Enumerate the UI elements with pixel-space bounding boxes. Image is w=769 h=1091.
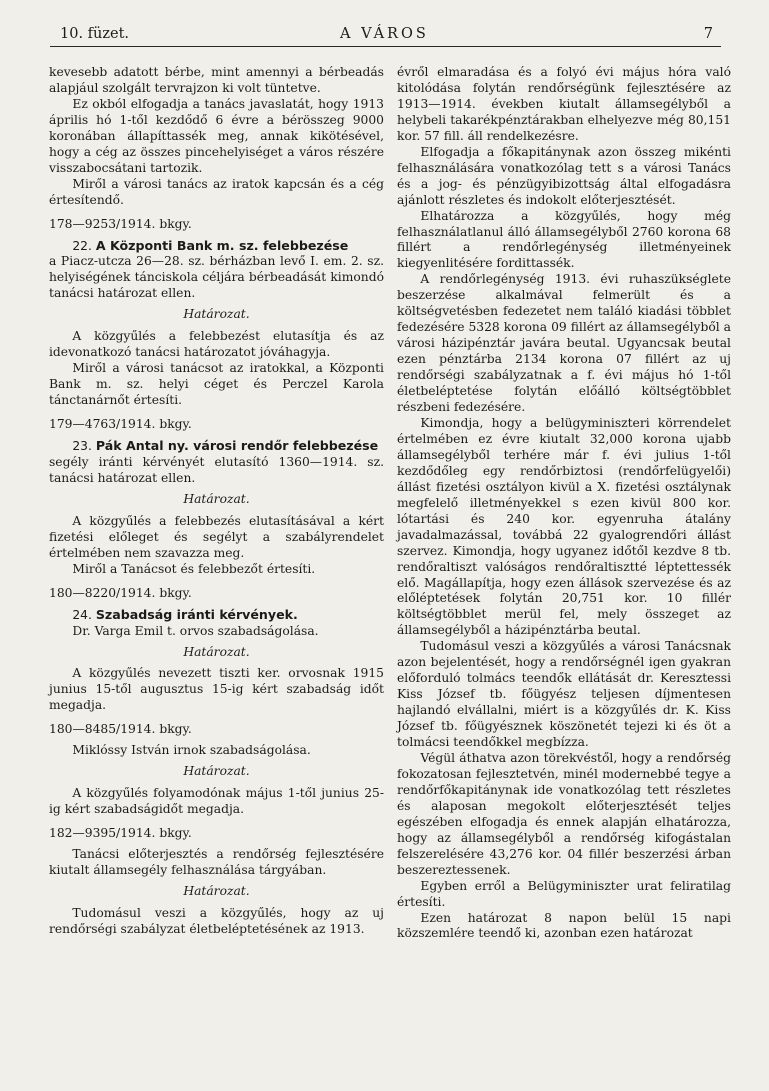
paragraph: segély iránti kérvényét elutasító 1360—1914. sz. tanácsi határozat ellen.: [49, 454, 384, 485]
resolution-label: Határozat.: [183, 764, 250, 779]
page-number: 7: [703, 26, 713, 42]
paragraph: Egyben erről a Belügyminiszter urat feliratilag értesíti.: [397, 878, 731, 909]
right-column: [397, 65, 731, 942]
paragraph: Miről a városi tanácsot az iratokkal, a Központi Bank m. sz. helyi céget és Perczel Karola tánctanárnőt értesíti.: [49, 361, 384, 408]
page-header: [50, 26, 721, 47]
paragraph: Miről a Tanácsot és felebbezőt értesíti.: [72, 561, 316, 576]
left-column: [49, 65, 384, 938]
paragraph: kevesebb adatott bérbe, mint amennyi a bérbeadás alapjául szolgált tervrajzon ki volt tüntetve.: [49, 65, 384, 95]
paragraph: Tudomásul veszi a közgyűlés a városi Tanácsnak azon bejelentését, hogy a rendőrségnél igen gyakran előforduló tolmács teendők ellátását dr. Keresztessi Kiss József tb. főügyész teljesen díjmentesen hajlandó elvállalni, miért is a közgyűlés dr. K. Kiss József tb. főügyésznek köszönetét tejezi ki és öt a tolmácsi teendőkkel megbízza.: [397, 639, 731, 750]
reference-number: 182—9395/1914. bkgy.: [49, 826, 192, 841]
section-number: 24.: [72, 607, 92, 622]
paragraph: Tanácsi előterjesztés a rendőrség fejlesztésére kiutalt államsegély felhasználása tárgyában.: [49, 847, 384, 877]
resolution-label: Határozat.: [183, 644, 250, 659]
paragraph: Kimondja, hogy a belügyminiszteri körrendelet értelmében ez évre kiutalt 32,000 korona ujabb államsegélyből terhére már f. évi julius 1-től kezdődőleg egy rendőrbiztosi (rendőrfelügyelői) állást fizetési osztályon kivül a X. fizetési osztálynak megfelelő illetményekkel s ezen kivül 800 kor. lótartási és 240 kor. egyenruha átalány javadalmazással, továbbá 22 gyalogrendőri állást szervez. Kimondja, hogy ugyanez időtől kezdve 8 tb. rendőraltiszt valóságos rendőraltisztté léptettessék elő. Magállapítja, hogy ezen állások szervezése és az előléptetések folytán 20,751 kor. 10 fillér költségtöbblet merül fel, mely összeget az államsegélyből a házipénztárba beutal.: [397, 415, 731, 638]
paragraph: A közgyűlés a felebbezés elutasításával a kért fizetési előleget és segélyt a szabályrendelet értelmében nem szavazza meg.: [49, 513, 384, 560]
reference-number: 179—4763/1914. bkgy.: [49, 417, 192, 432]
reference-number: 180—8220/1914. bkgy.: [49, 585, 192, 600]
paragraph: Dr. Varga Emil t. orvos szabadságolása.: [72, 623, 319, 638]
paragraph: a Piacz-utcza 26—28. sz. bérházban levő I. em. 2. sz. helyiségének tánciskola céljára bérbeadását kimondó tanácsi határozat ellen.: [49, 254, 384, 301]
paragraph: Elfogadja a főkapitánynak azon összeg mikénti felhasználására vonatkozólag tett s a városi Tanács és a jog- és pénzügyibizottság által elfogadásra ajánlott részletes és indokolt előterjesztését.: [397, 144, 731, 207]
section-number: 22.: [72, 238, 92, 253]
paragraph: A közgyűlés nevezett tiszti ker. orvosnak 1915 junius 15-től augusztus 15-ig kért szabadság időt megadja.: [49, 666, 384, 713]
paragraph: évről elmaradása és a folyó évi május hóra való kitolódása folytán rendőrségünk fejlesztésére az 1913—1914. években kiutalt államsegélyből a helybeli takarékpénztárakban elhelyezve még 80,151 kor. 57 fill. áll rendelkezésre.: [397, 65, 731, 143]
journal-title: A VÁROS: [340, 26, 429, 42]
resolution-label: Határozat.: [183, 883, 250, 898]
resolution-label: Határozat.: [183, 491, 250, 506]
paragraph: Ez okból elfogadja a tanács javaslatát, hogy 1913 április hó 1-től kezdődő 6 évre a bérösszeg 9000 koronában állapíttassék meg, annak kikötésével, hogy a cég az összes pincehelyiséget a város részére visszabocsátani tartozik.: [49, 96, 384, 175]
paragraph: A közgyűlés folyamodónak május 1-től junius 25-ig kért szabadságidőt megadja.: [49, 786, 384, 817]
section-heading-23: [49, 438, 384, 455]
paragraph: Elhatározza a közgyűlés, hogy még felhasználatlanul álló államsegélyből 2760 korona 68 fillért a rendőrlegénység illetményeinek kiegyenlitésére fordittassék.: [397, 208, 731, 271]
paragraph: Miklóssy István irnok szabadságolása.: [72, 743, 311, 758]
paragraph: Ezen határozat 8 napon belül 15 napi közszemlére teendő ki, azonban ezen határozat: [397, 910, 731, 941]
section-heading-24: [49, 607, 384, 624]
reference-number: 180—8485/1914. bkgy.: [49, 722, 192, 737]
paragraph: Végül áthatva azon törekvéstől, hogy a rendőrség fokozatosan fejlesztetvén, minél modernebbé tegye a rendőrfőkapitánynak ide vonatkozólag tett részletes és alaposan megokolt előterjesztését teljes egészében elfogadja és ennek alapján elhatározza, hogy az államsegélyből a rendőrség kifogástalan felszerelésére 43,276 kor. 04 fillér beszerzési árban beszereztessenek.: [397, 750, 731, 877]
section-heading-22: [49, 238, 384, 255]
resolution-label: Határozat.: [183, 307, 250, 322]
paragraph: A közgyűlés a felebbezést elutasítja és az idevonatkozó tanácsi határozatot jóváhagyja.: [49, 329, 384, 360]
section-title: Szabadság iránti kérvények.: [95, 606, 298, 622]
section-title: Pák Antal ny. városi rendőr felebbezése: [95, 438, 379, 454]
paragraph: A rendőrlegénység 1913. évi ruhaszükséglete beszerzése alkalmával felmerült és a költségvetésben fedezetet nem találó kiadási többlet fedezésére 5328 korona 09 fillért az államsegélyből a városi házipénztár javára beutal. Ugyancsak beutal ezen pénztárba 2134 korona 07 fillért az uj rendőrségi szabályzatnak a f. évi május hó 1-től életbeléptetése folytán előálló költségtöbblet részbeni fedezésére.: [397, 272, 731, 415]
section-title: A Központi Bank m. sz. felebbezése: [95, 237, 349, 253]
issue-number: 10. füzet.: [60, 26, 130, 42]
paragraph: Tudomásul veszi a közgyűlés, hogy az uj rendőrségi szabályzat életbeléptetésének az 1913.: [49, 905, 384, 936]
section-number: 23.: [72, 439, 92, 454]
paragraph: Miről a városi tanács az iratok kapcsán és a cég értesítendő.: [49, 176, 384, 207]
reference-number: 178—9253/1914. bkgy.: [49, 216, 192, 231]
